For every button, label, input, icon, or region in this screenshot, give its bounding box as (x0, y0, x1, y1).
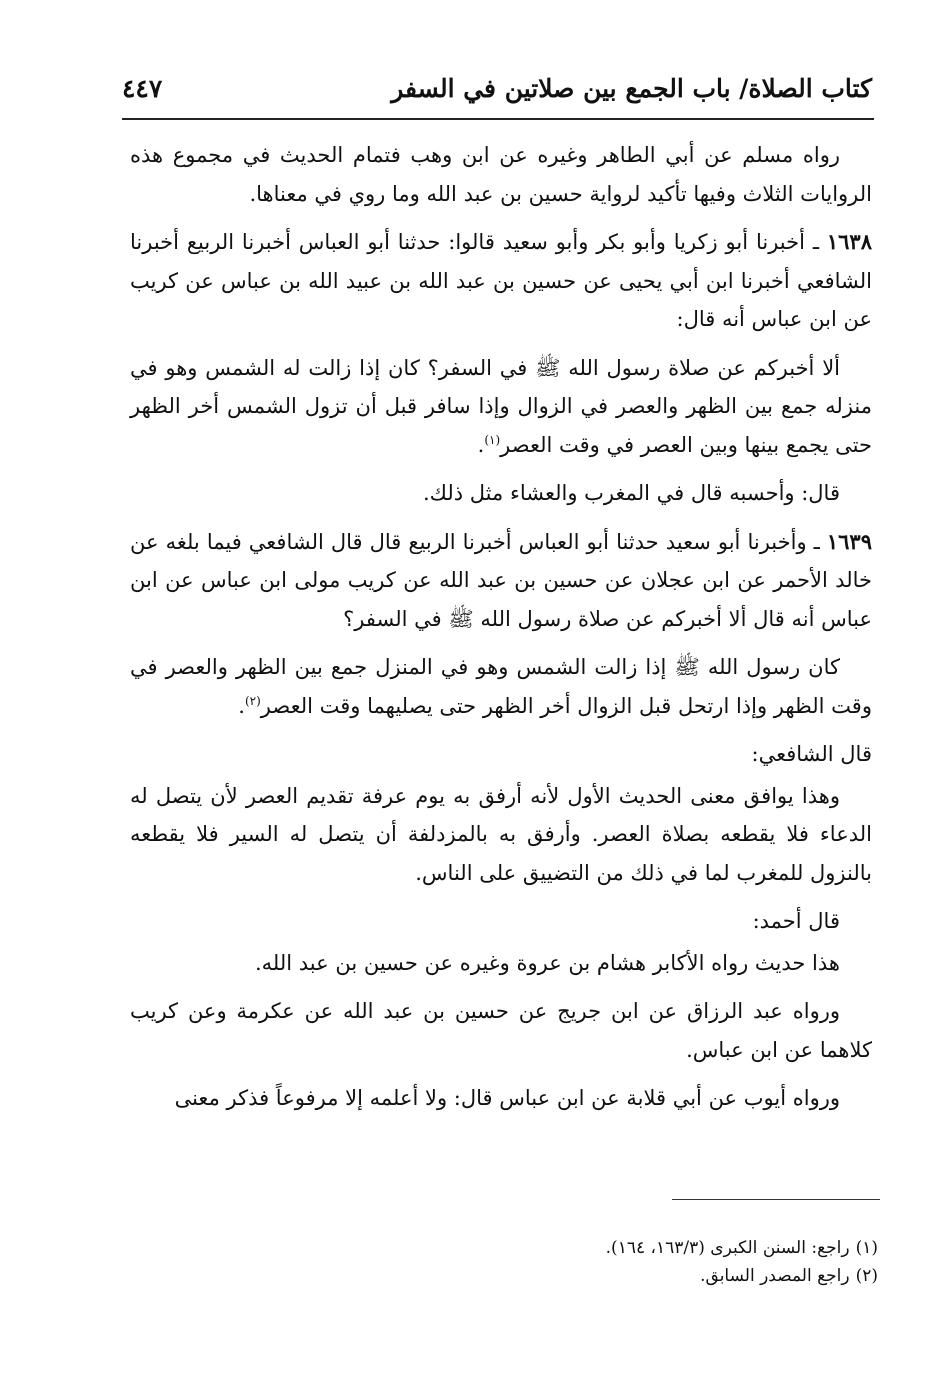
paragraph-qala (130, 474, 872, 513)
running-header (122, 66, 872, 110)
footnote-mark: (٢) (855, 1266, 878, 1286)
shafii-heading (130, 735, 872, 774)
paragraph-text: ـ أخبرنا أبو زكريا وأبو بكر وأبو سعيد قالوا: حدثنا أبو العباس أخبرنا الربيع أخبرنا الشافعي أخبرنا ابن أبي يحيى عن حسين بن عبد الله بن عبيد الله بن عباس عن كريب عن ابن عباس أنه قال: (130, 230, 872, 331)
hadith-1639-matn (130, 648, 872, 725)
paragraph-end-mark: . (477, 432, 485, 457)
footnote-reference[interactable]: (٢) (244, 693, 261, 708)
footnote-mark: (١) (855, 1238, 878, 1258)
footnote-divider (672, 1199, 880, 1200)
page-number: ٤٤٧ (122, 73, 163, 103)
ahmad-heading (130, 902, 872, 941)
footnote-reference[interactable]: (١) (484, 432, 501, 447)
paragraph-text: ورواه أيوب عن أبي قلابة عن ابن عباس قال: ولا أعلمه إلا مرفوعاً فذكر معنى (174, 1086, 840, 1110)
hadith-1638-matn (130, 349, 872, 465)
main-text (130, 136, 872, 1128)
footnote-text: راجع المصدر السابق. (700, 1266, 850, 1286)
ahmad-note-2 (130, 992, 872, 1069)
paragraph-text: قال أحمد: (752, 909, 840, 933)
footnote-2 (400, 1262, 878, 1290)
hadith-1638 (130, 223, 872, 339)
ahmad-note-3 (130, 1079, 872, 1118)
footnotes (400, 1234, 878, 1290)
paragraph-text: هذا حديث رواه الأكابر هشام بن عروة وغيره عن حسين بن عبد الله. (254, 950, 840, 975)
header-title: كتاب الصلاة/ باب الجمع بين صلاتين في السفر (391, 73, 872, 103)
paragraph-text: وهذا يوافق معنى الحديث الأول لأنه أرفق به يوم عرفة تقديم العصر لأن يتصل له الدعاء فلا يقطعه بصلاة العصر. وأرفق به بالمزدلفة أن يتصل له السير فلا يقطعه بالنزول للمغرب لما في ذلك من التضييق على الناس. (130, 783, 872, 885)
paragraph-intro (130, 136, 872, 213)
paragraph-text: ورواه عبد الرزاق عن ابن جريج عن حسين بن عبد الله عن عكرمة وعن كريب كلاهما عن ابن عباس. (130, 999, 872, 1062)
paragraph-text: ألا أخبركم عن صلاة رسول الله ﷺ في السفر؟ كان إذا زالت له الشمس وهو في منزله جمع بين الظهر والعصر في الزوال وإذا سافر قبل أن تزول الشمس أخر الظهر حتى يجمع بينها وبين العصر في وقت العصر (130, 355, 872, 457)
paragraph-text: قال: وأحسبه قال في المغرب والعشاء مثل ذلك. (422, 481, 840, 505)
paragraph-end-mark: . (238, 693, 245, 718)
paragraph-text: كان رسول الله ﷺ إذا زالت الشمس وهو في المنزل جمع بين الظهر والعصر في وقت الظهر وإذا ارتحل قبل الزوال أخر الظهر حتى يصليهما وقت العصر (130, 655, 872, 718)
ahmad-note-1 (130, 944, 872, 983)
hadith-number: ١٦٣٨ (826, 229, 872, 254)
hadith-1639 (130, 523, 872, 639)
paragraph-text: ـ وأخبرنا أبو سعيد حدثنا أبو العباس أخبرنا الربيع قال قال الشافعي فيما بلغه عن خالد الأحمر عن ابن عجلان عن حسين بن عبد الله عن كريب مولى ابن عباس عن ابن عباس أنه قال ألا أخبركم عن صلاة رسول الله ﷺ في السفر؟ (130, 529, 872, 631)
footnote-1 (400, 1234, 878, 1262)
paragraph-text: قال الشافعي: (751, 742, 872, 766)
footnote-text: راجع: السنن الكبرى (١٦٣/٣، ١٦٤). (605, 1238, 850, 1258)
header-divider (122, 118, 874, 120)
shafii-commentary (130, 777, 872, 893)
hadith-number: ١٦٣٩ (826, 528, 872, 554)
paragraph-text: رواه مسلم عن أبي الطاهر وغيره عن ابن وهب فتمام الحديث في مجموع هذه الروايات الثلاث وفيها تأكيد لرواية حسين بن عبد الله وما روي في معناها. (130, 143, 872, 206)
